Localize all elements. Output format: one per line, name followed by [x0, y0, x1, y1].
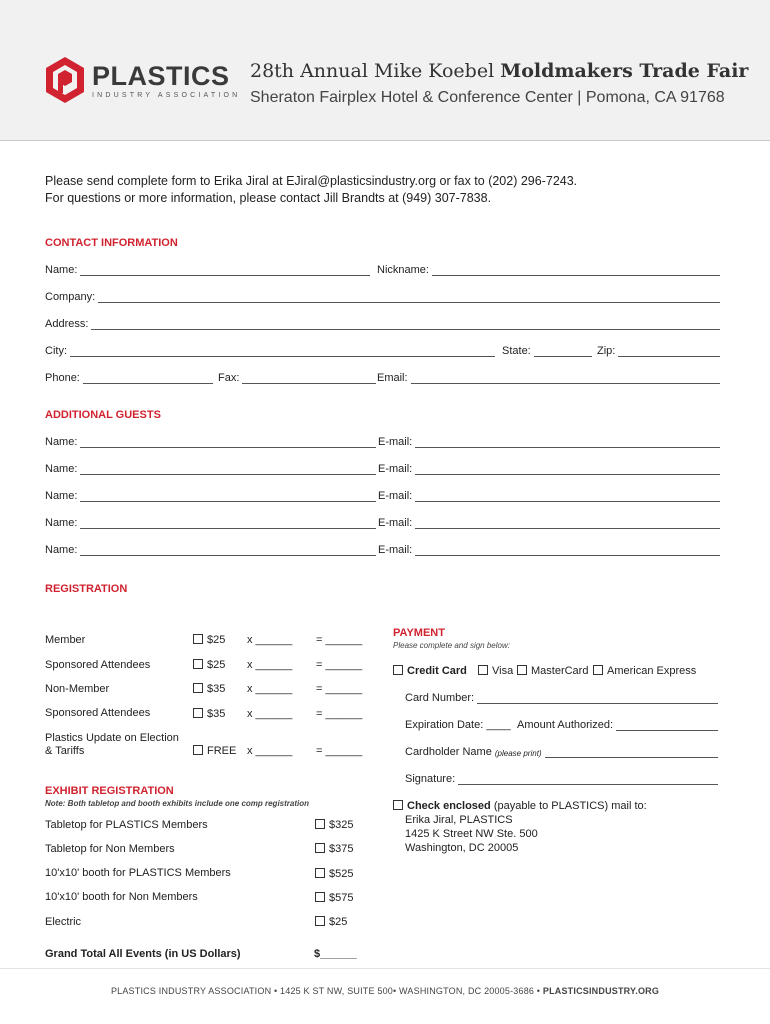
contact-heading: CONTACT INFORMATION	[45, 237, 178, 249]
guest-email-field[interactable]: E-mail:	[378, 436, 720, 448]
checkbox-icon[interactable]	[393, 665, 403, 675]
checkbox-icon[interactable]	[478, 665, 488, 675]
logo-subtitle: INDUSTRY ASSOCIATION	[92, 92, 241, 99]
checkbox-icon[interactable]	[193, 683, 203, 693]
card-number-field[interactable]: Card Number:	[405, 692, 718, 704]
guests-heading: ADDITIONAL GUESTS	[45, 409, 161, 421]
checkbox-icon[interactable]	[315, 819, 325, 829]
contact-name-field[interactable]: Name:	[45, 264, 370, 276]
exhibit-row-label: Electric	[45, 916, 82, 928]
reg-row-price[interactable]: FREE	[193, 745, 236, 757]
guest-email-field[interactable]: E-mail:	[378, 490, 720, 502]
reg-row-total[interactable]: = ______	[316, 745, 363, 757]
guest-email-field[interactable]: E-mail:	[378, 544, 720, 556]
checkbox-icon[interactable]	[517, 665, 527, 675]
check-option[interactable]: Check enclosed (payable to PLASTICS) mail to:	[393, 800, 647, 812]
exhibit-row-label: 10'x10' booth for PLASTICS Members	[45, 867, 231, 879]
reg-row-total[interactable]: = ______	[316, 659, 363, 671]
guest-email-field[interactable]: E-mail:	[378, 517, 720, 529]
grand-total-label: Grand Total All Events (in US Dollars)	[45, 948, 241, 960]
page-subtitle: Sheraton Fairplex Hotel & Conference Center | Pomona, CA 91768	[250, 89, 725, 106]
contact-fax-field[interactable]: Fax:	[218, 372, 376, 384]
reg-row-quantity[interactable]: x ______	[247, 634, 293, 646]
reg-row-price[interactable]: $35	[193, 708, 225, 720]
guest-name-field[interactable]: Name:	[45, 544, 376, 556]
grand-total-field[interactable]: $______	[314, 948, 357, 960]
credit-card-option[interactable]: Credit Card	[393, 665, 467, 677]
checkbox-icon[interactable]	[193, 708, 203, 718]
payment-note: Please complete and sign below:	[393, 641, 510, 650]
exhibit-row-label: Tabletop for Non Members	[45, 843, 175, 855]
reg-row-label: Member	[45, 634, 86, 646]
exhibit-row-price[interactable]: $375	[315, 843, 353, 855]
payment-heading: PAYMENT	[393, 627, 445, 639]
mastercard-option[interactable]: MasterCard	[517, 665, 588, 677]
reg-row-total[interactable]: = ______	[316, 634, 363, 646]
exhibit-row-price[interactable]: $575	[315, 892, 353, 904]
checkbox-icon[interactable]	[315, 892, 325, 902]
exhibit-row-label: 10'x10' booth for Non Members	[45, 891, 198, 903]
reg-row-quantity[interactable]: x ______	[247, 745, 293, 757]
page-title: 28th Annual Mike Koebel Moldmakers Trade Fair	[250, 60, 749, 82]
checkbox-icon[interactable]	[315, 916, 325, 926]
checkbox-icon[interactable]	[193, 745, 203, 755]
footer: PLASTICS INDUSTRY ASSOCIATION • 1425 K ST NW, SUITE 500• WASHINGTON, DC 20005-3686 • PLASTICSINDUSTRY.ORG	[110, 986, 660, 996]
reg-row-label: Sponsored Attendees	[45, 659, 151, 671]
reg-row-price[interactable]: $25	[193, 659, 225, 671]
cardholder-name-field[interactable]: Cardholder Name (please print)	[405, 746, 718, 758]
exhibit-row-label: Tabletop for PLASTICS Members	[45, 819, 208, 831]
reg-row-price[interactable]: $25	[193, 634, 225, 646]
guest-name-field[interactable]: Name:	[45, 490, 376, 502]
mail-address-line-2: 1425 K Street NW Ste. 500	[405, 828, 538, 840]
plastics-logo-icon	[44, 56, 86, 104]
intro-text	[45, 173, 577, 207]
logo-wordmark: PLASTICS	[92, 61, 230, 91]
contact-email-field[interactable]: Email:	[377, 372, 720, 384]
checkbox-icon[interactable]	[593, 665, 603, 675]
reg-row-label: Non-Member	[45, 683, 110, 695]
contact-nickname-field[interactable]: Nickname:	[377, 264, 720, 276]
reg-row-quantity[interactable]: x ______	[247, 683, 293, 695]
visa-option[interactable]: Visa	[478, 665, 513, 677]
reg-row-quantity[interactable]: x ______	[247, 659, 293, 671]
exhibit-row-price[interactable]: $25	[315, 916, 347, 928]
guest-email-field[interactable]: E-mail:	[378, 463, 720, 475]
exhibit-heading: EXHIBIT REGISTRATION	[45, 785, 174, 797]
reg-row-total[interactable]: = ______	[316, 708, 363, 720]
intro-line-1: Please send complete form to Erika Jiral at EJiral@plasticsindustry.org or fax to (202) 296-7243.	[45, 174, 578, 188]
intro-line-2: For questions or more information, please contact Jill Brandts at (949) 307-7838.	[45, 191, 492, 205]
reg-row-label-line2: & Tariffs	[45, 745, 85, 757]
contact-zip-field[interactable]: Zip:	[597, 345, 720, 357]
guest-name-field[interactable]: Name:	[45, 436, 376, 448]
reg-row-total[interactable]: = ______	[316, 683, 363, 695]
checkbox-icon[interactable]	[193, 634, 203, 644]
footer-website-link[interactable]: PLASTICSINDUSTRY.ORG	[542, 986, 660, 996]
guest-name-field[interactable]: Name:	[45, 517, 376, 529]
amount-authorized-field[interactable]: Amount Authorized:	[517, 719, 718, 731]
registration-heading: REGISTRATION	[45, 583, 128, 595]
checkbox-icon[interactable]	[193, 659, 203, 669]
exhibit-row-price[interactable]: $525	[315, 868, 353, 880]
reg-row-label: Sponsored Attendees	[45, 707, 151, 719]
reg-row-label: Plastics Update on Election	[45, 732, 179, 744]
exhibit-row-price[interactable]: $325	[315, 819, 353, 831]
checkbox-icon[interactable]	[393, 800, 403, 810]
contact-company-field[interactable]: Company:	[45, 291, 720, 303]
contact-phone-field[interactable]: Phone:	[45, 372, 213, 384]
reg-row-price[interactable]: $35	[193, 683, 225, 695]
reg-row-quantity[interactable]: x ______	[247, 708, 293, 720]
contact-address-field[interactable]: Address:	[45, 318, 720, 330]
checkbox-icon[interactable]	[315, 843, 325, 853]
plastics-logo	[44, 56, 241, 106]
amex-option[interactable]: American Express	[593, 665, 696, 677]
expiration-field[interactable]: Expiration Date: ____	[405, 719, 511, 731]
checkbox-icon[interactable]	[315, 868, 325, 878]
contact-city-field[interactable]: City:	[45, 345, 495, 357]
mail-address-line-3: Washington, DC 20005	[405, 842, 519, 854]
header-banner	[0, 0, 770, 141]
mail-address-line-1: Erika Jiral, PLASTICS	[405, 814, 513, 826]
contact-state-field[interactable]: State:	[502, 345, 592, 357]
footer-divider	[0, 968, 770, 969]
guest-name-field[interactable]: Name:	[45, 463, 376, 475]
exhibit-note: Note: Both tabletop and booth exhibits include one comp registration	[45, 799, 310, 808]
signature-field[interactable]: Signature:	[405, 773, 718, 785]
